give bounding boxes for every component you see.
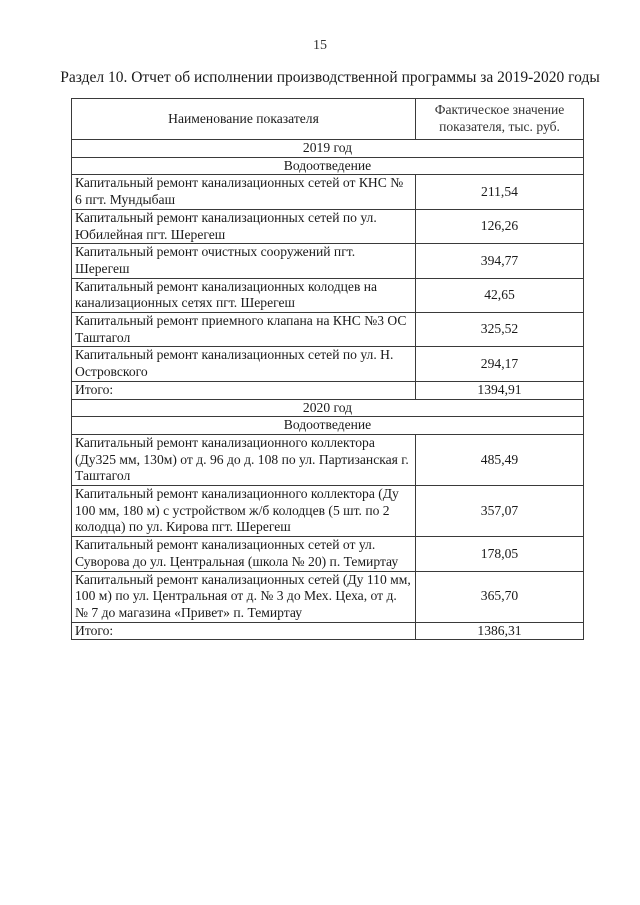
table-row: [72, 486, 584, 537]
table-row: [72, 313, 584, 347]
row-name: Капитальный ремонт канализационного коллектора (Ду325 мм, 130м) от д. 96 до д. 108 по ул. Партизанская г. Таштагол: [72, 434, 416, 485]
total-value: 1386,31: [416, 622, 584, 640]
row-value: 211,54: [416, 175, 584, 209]
total-row: [72, 622, 584, 640]
category-row: [72, 417, 584, 435]
row-value: 357,07: [416, 486, 584, 537]
table-header-row: [72, 99, 584, 140]
row-name: Капитальный ремонт канализационного коллектора (Ду 100 мм, 180 м) с устройством ж/б колодцев (5 шт. по 2 колодца) по ул. Кирова пгт. Шерегеш: [72, 486, 416, 537]
row-value: 485,49: [416, 434, 584, 485]
row-name: Капитальный ремонт очистных сооружений пгт. Шерегеш: [72, 244, 416, 278]
total-value: 1394,91: [416, 381, 584, 399]
column-header-name: Наименование показателя: [72, 99, 416, 140]
row-name: Капитальный ремонт канализационных сетей по ул. Юбилейная пгт. Шерегеш: [72, 209, 416, 243]
row-value: 178,05: [416, 537, 584, 571]
row-value: 294,17: [416, 347, 584, 381]
category-row: [72, 157, 584, 175]
table-row: [72, 209, 584, 243]
total-label: Итого:: [72, 622, 416, 640]
row-value: 325,52: [416, 313, 584, 347]
row-name: Капитальный ремонт приемного клапана на КНС №3 ОС Таштагол: [72, 313, 416, 347]
table-row: [72, 571, 584, 622]
total-row: [72, 381, 584, 399]
row-name: Капитальный ремонт канализационных сетей по ул. Н. Островского: [72, 347, 416, 381]
year-row: [72, 399, 584, 417]
row-name: Капитальный ремонт канализационных сетей (Ду 110 мм, 100 м) по ул. Центральная от д. № 3 до Мех. Цеха, от д. № 7 до магазина «Привет» п. Темиртау: [72, 571, 416, 622]
table-row: [72, 244, 584, 278]
category-label: Водоотведение: [72, 157, 584, 175]
row-value: 42,65: [416, 278, 584, 312]
row-name: Капитальный ремонт канализационных сетей от КНС № 6 пгт. Мундыбаш: [72, 175, 416, 209]
table-row: [72, 278, 584, 312]
total-label: Итого:: [72, 381, 416, 399]
table-row: [72, 434, 584, 485]
table-row: [72, 175, 584, 209]
table-row: [72, 347, 584, 381]
year-label: 2019 год: [72, 140, 584, 158]
column-header-value: Фактическое значение показателя, тыс. руб.: [416, 99, 584, 140]
category-label: Водоотведение: [72, 417, 584, 435]
year-row: [72, 140, 584, 158]
row-name: Капитальный ремонт канализационных колодцев на канализационных сетях пгт. Шерегеш: [72, 278, 416, 312]
page-number: 15: [313, 38, 327, 53]
report-table: [71, 98, 584, 640]
row-value: 394,77: [416, 244, 584, 278]
row-value: 126,26: [416, 209, 584, 243]
table-row: [72, 537, 584, 571]
row-name: Капитальный ремонт канализационных сетей от ул. Суворова до ул. Центральная (школа № 20) п. Темиртау: [72, 537, 416, 571]
page-title: Раздел 10. Отчет об исполнении производственной программы за 2019-2020 годы: [60, 69, 600, 86]
year-label: 2020 год: [72, 399, 584, 417]
row-value: 365,70: [416, 571, 584, 622]
